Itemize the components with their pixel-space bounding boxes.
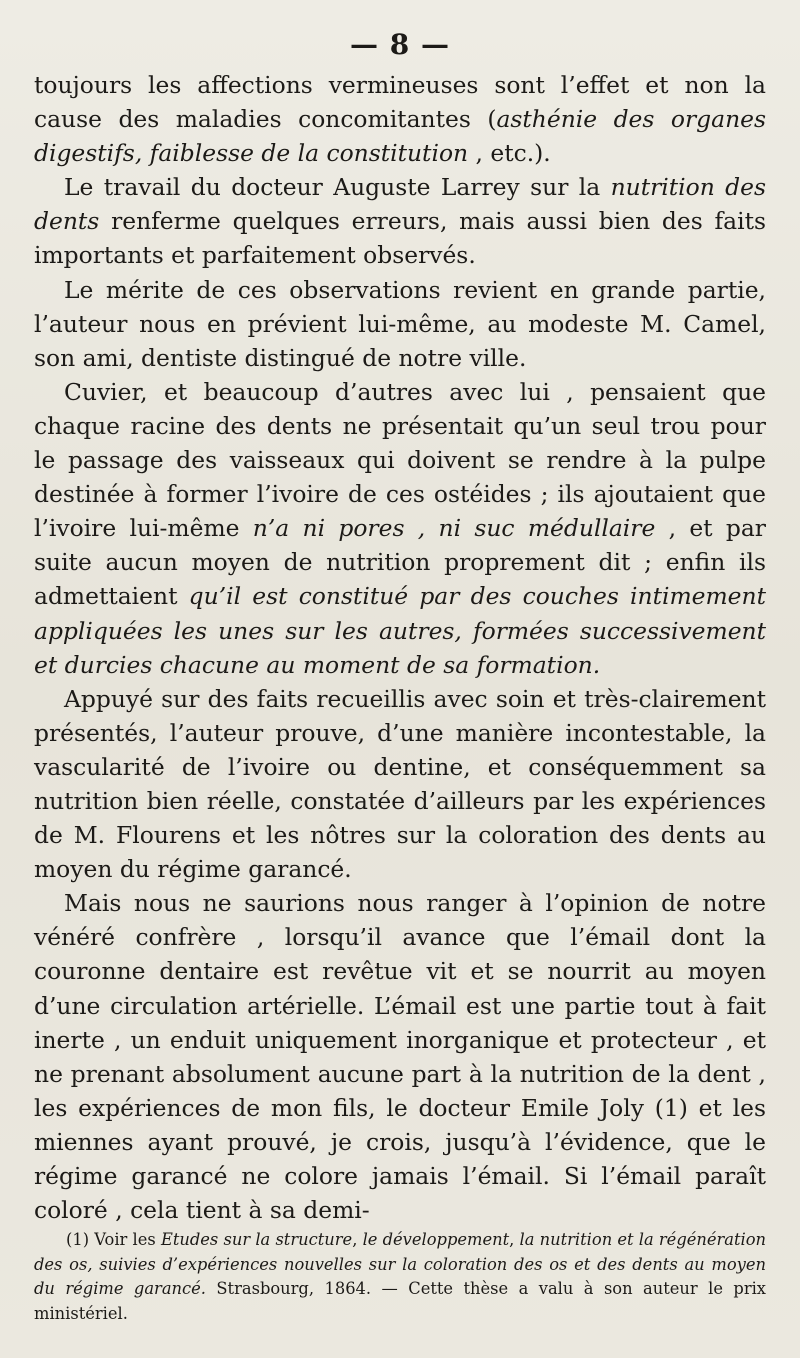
italic-run: le développement xyxy=(362,1230,510,1249)
text-run: Cuvier, et beaucoup d’autres avec lui , pensaient que chaque racine des dents ne présentait qu’un seul trou pour le passage des vaisseaux qui doivent se rendre à la pulpe destinée à former l’ivoire de ces ostéides ; ils ajoutaient que l’ivoire lui-même xyxy=(34,377,766,543)
italic-run: qu’il est constitué par des couches intimement appliquées les unes sur les autres, formées successivement et durcies chacune au moment de sa formation. xyxy=(34,582,766,679)
text-run: , xyxy=(509,1230,520,1249)
text-run: (1) Voir les xyxy=(66,1230,161,1249)
paragraph-4 xyxy=(34,375,766,682)
text-run: , xyxy=(352,1230,363,1249)
body-text xyxy=(34,68,766,1227)
paragraph-3 xyxy=(34,273,766,375)
text-run: , et par suite aucun moyen de nutrition proprement dit ; enfin ils admettaient xyxy=(34,514,766,611)
paragraph-2 xyxy=(34,170,766,272)
page-number: — 8 — xyxy=(350,28,450,61)
paragraph-1 xyxy=(34,68,766,170)
text-run: Strasbourg, 1864. — Cette thèse a valu à son auteur le prix ministériel. xyxy=(34,1279,766,1323)
paragraph-5 xyxy=(34,682,766,887)
text-run: Le mérite de ces observations revient en grande partie, l’auteur nous en prévient lui-même, au modeste M. Camel, son ami, dentiste distingué de notre ville. xyxy=(34,275,766,372)
italic-run: nutrition des dents xyxy=(34,173,766,236)
text-run: Mais nous ne saurions nous ranger à l’opinion de notre vénéré confrère , lorsqu’il avance que l’émail dont la couronne dentaire est revêtue vit et se nourrit au moyen d’une circulation artérielle. L’émail est une partie tout à fait inerte , un enduit uniquement inorganique et protecteur , et ne prenant absolument aucune part à la nutrition de la dent , les expériences de mon fils, le docteur Emile Joly (1) et les miennes ayant prouvé, je crois, jusqu’à l’évidence, que le régime garancé ne colore jamais l’émail. Si l’émail paraît coloré , cela tient à sa demi- xyxy=(34,889,766,1225)
footnote xyxy=(34,1228,766,1326)
text-run: , etc.). xyxy=(468,139,551,168)
text-run: Appuyé sur des faits recueillis avec soin et très-clairement présentés, l’auteur prouve, d’une manière incontestable, la vascularité de l’ivoire ou dentine, et conséquemment sa nutrition bien réelle, constatée d’ailleurs par les expériences de M. Flourens et les nôtres sur la coloration des dents au moyen du régime garancé. xyxy=(34,684,766,884)
footnote-text xyxy=(34,1228,766,1326)
text-run: Le travail du docteur Auguste Larrey sur la xyxy=(64,173,611,202)
italic-run: la nutrition et la régénération des os, suivies d’expériences nouvelles sur la coloration des os et des dents au moyen du régime garancé. xyxy=(34,1230,767,1298)
italic-run: asthénie des organes digestifs, faiblesse de la constitution xyxy=(34,105,766,168)
paragraph-6 xyxy=(34,886,766,1227)
italic-run: Etudes sur la structure xyxy=(160,1230,353,1249)
text-run: renferme quelques erreurs, mais aussi bien des faits importants et parfaitement observés. xyxy=(34,207,766,270)
text-run: toujours les affections vermineuses sont l’effet et non la cause des maladies concomitantes ( xyxy=(34,71,766,134)
italic-run: n’a ni pores , ni suc médullaire xyxy=(252,514,656,543)
